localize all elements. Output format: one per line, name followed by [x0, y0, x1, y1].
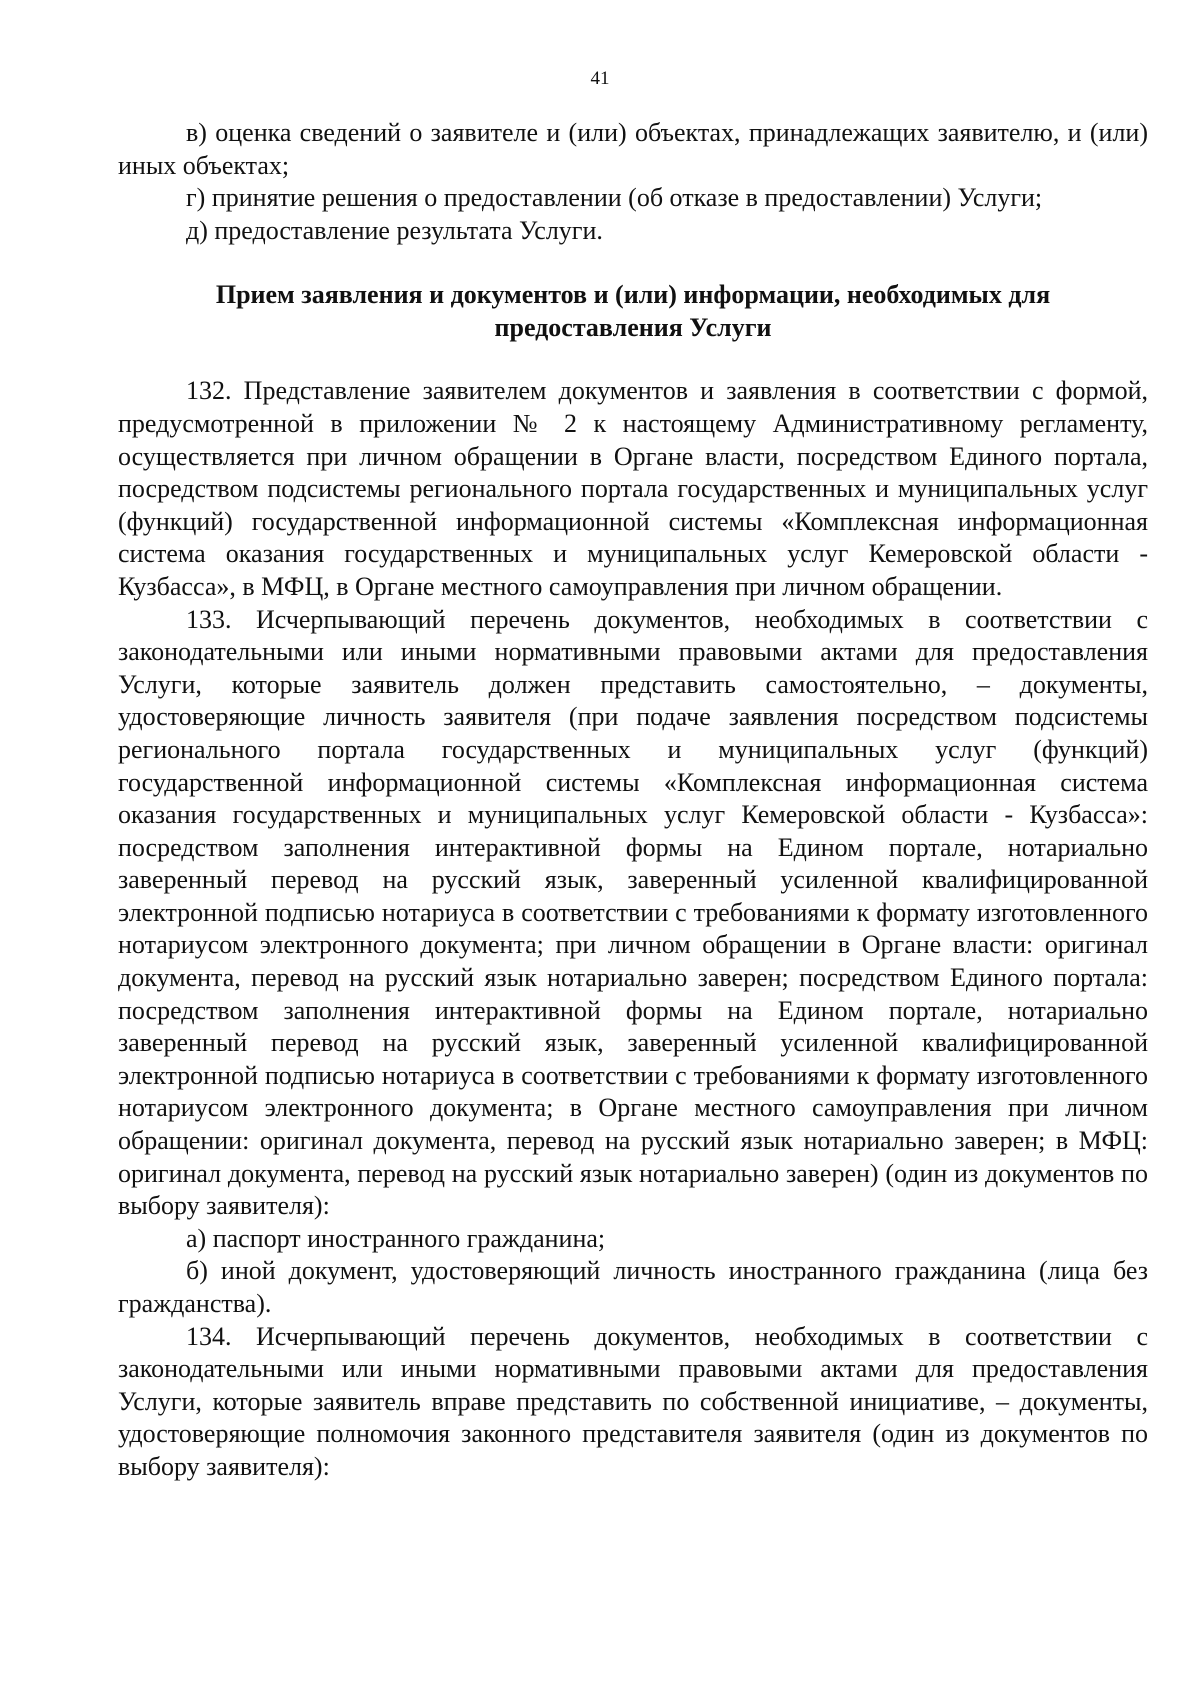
- list-item-v: в) оценка сведений о заявителе и (или) объектах, принадлежащих заявителю, и (или) иных объектах;: [118, 118, 1148, 180]
- page-content: [118, 117, 1148, 1484]
- paragraph-134: 134. Исчерпывающий перечень документов, необходимых в соответствии с законодательными или иными нормативными правовыми актами для предоставления Услуги, которые заявитель вправе представить по собственной инициативе, – документы, удостоверяющие полномочия законного представителя заявителя (один из документов по выбору заявителя):: [118, 1321, 1148, 1481]
- paragraph-132: 132. Представление заявителем документов и заявления в соответствии с формой, предусмотренной в приложении № 2 к настоящему Административному регламенту, осуществляется при личном обращении в Органе власти, посредством Единого портала, посредством подсистемы регионального портала государственных и муниципальных услуг (функций) государственной информационной системы «Комплексная информационная система оказания государственных и муниципальных услуг Кемеровской области - Кузбасса», в МФЦ, в Органе местного самоуправления при личном обращении.: [118, 376, 1148, 601]
- list-item-d: д) предоставление результата Услуги.: [186, 215, 603, 245]
- section-heading-line-2: предоставления Услуги: [494, 313, 772, 343]
- section-heading-line-1: Прием заявления и документов и (или) информации, необходимых для: [215, 280, 1051, 310]
- section-heading: [118, 278, 1148, 344]
- list-item-b: б) иной документ, удостоверяющий личность иностранного гражданина (лица без гражданства).: [118, 1256, 1148, 1318]
- list-item-g: г) принятие решения о предоставлении (об отказе в предоставлении) Услуги;: [186, 183, 1043, 213]
- paragraph-133: 133. Исчерпывающий перечень документов, необходимых в соответствии с законодательными или иными нормативными правовыми актами для предоставления Услуги, которые заявитель должен представить самостоятельно, – документы, удостоверяющие личность заявителя (при подаче заявления посредством подсистемы регионального портала государственных и муниципальных услуг (функций) государственной информационной системы «Комплексная информационная система оказания государственных и муниципальных услуг Кемеровской области - Кузбасса»: посредством заполнения интерактивной формы на Едином портале, нотариально заверенный перевод на русский язык, заверенный усиленной квалифицированной электронной подписью нотариуса в соответствии с требованиями к формату изготовленного нотариусом электронного документа; при личном обращении в Органе власти: оригинал документа, перевод на русский язык нотариально заверен; посредством Единого портала: посредством заполнения интерактивной формы на Едином портале, нотариально заверенный перевод на русский язык, заверенный усиленной квалифицированной электронной подписью нотариуса в соответствии с требованиями к формату изготовленного нотариусом электронного документа; в Органе местного самоуправления при личном обращении: оригинал документа, перевод на русский язык нотариально заверен; в МФЦ: оригинал документа, перевод на русский язык нотариально заверен) (один из документов по выбору заявителя):: [118, 604, 1148, 1221]
- page-number: 41: [590, 68, 610, 89]
- list-item-a: а) паспорт иностранного гражданина;: [186, 1223, 606, 1253]
